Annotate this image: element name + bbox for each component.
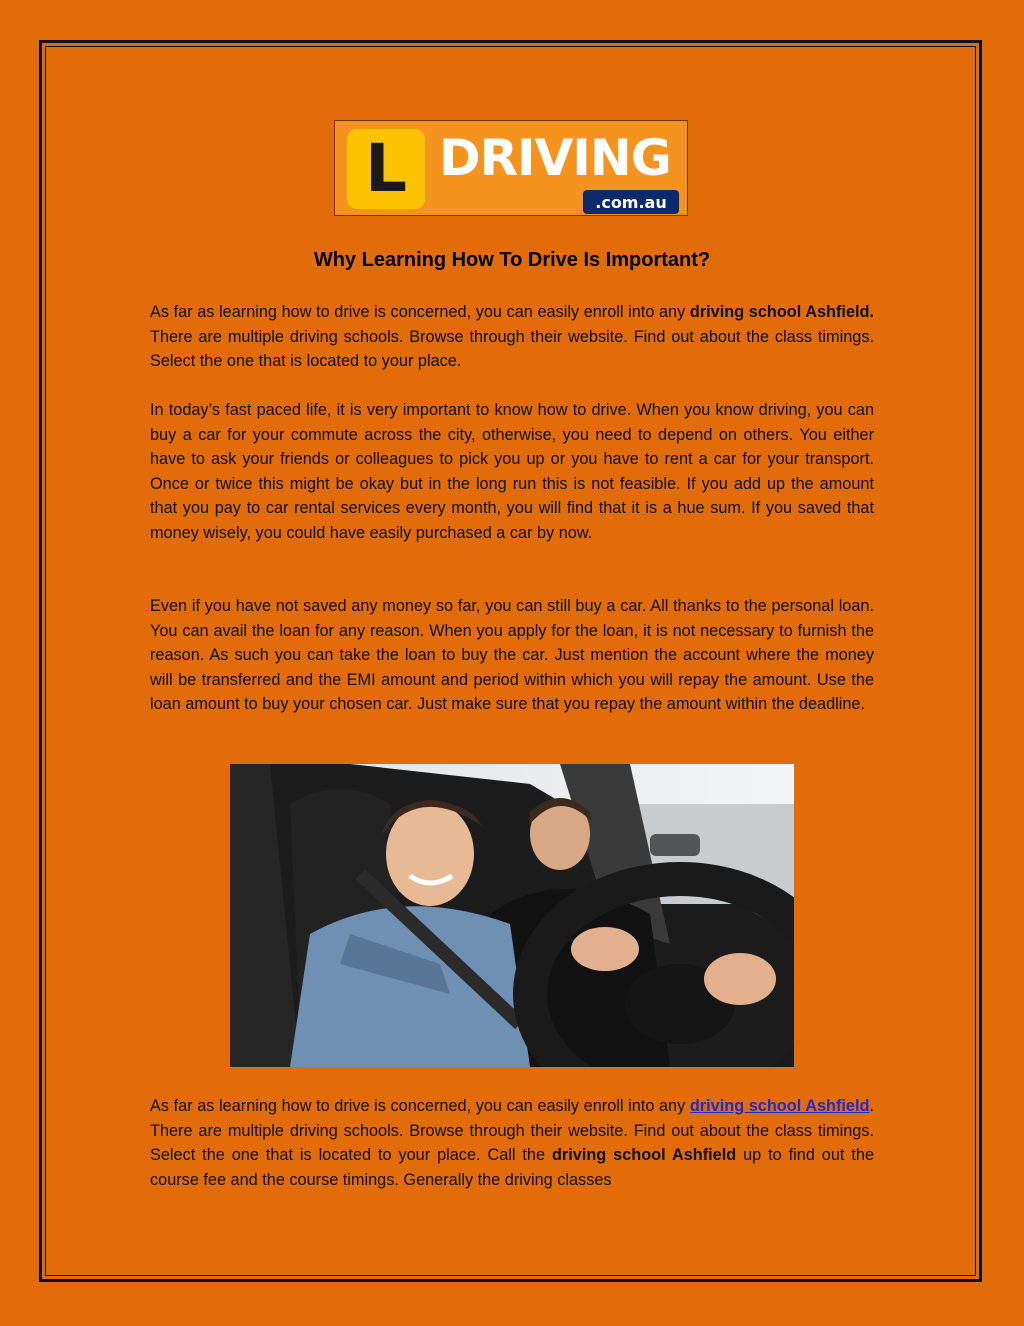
logo-letter: L: [364, 130, 408, 207]
driving-logo: [334, 120, 688, 216]
paragraph-1: As far as learning how to drive is concerned, you can easily enroll into any driving school Ashfield. There are multiple driving schools. Browse through their website. Find out about the class timings. Select the one that is located to your place.: [150, 303, 874, 370]
paragraph-3: Even if you have not saved any money so far, you can still buy a car. All thanks to the personal loan. You can avail the loan for any reason. When you apply for the loan, it is not necessary to furnish the reason. As such you can take the loan to buy the car. Just mention the account where the money will be transferred and the EMI amount and period within which you will repay the amount. Use the loan amount to buy your chosen car. Just make sure that you repay the amount within the deadline.: [150, 597, 874, 713]
logo-domain: .com.au: [583, 190, 679, 214]
learner-plate-icon: [347, 129, 425, 209]
driving-school-link[interactable]: driving school Ashfield: [689, 1097, 870, 1115]
logo-word: DRIVING: [439, 129, 671, 187]
article-title: Why Learning How To Drive Is Important?: [313, 249, 711, 271]
paragraph-2: In today’s fast paced life, it is very important to know how to drive. When you know driving, you can buy a car for your commute across the city, otherwise, you need to depend on others. You either have to ask your friends or colleagues to pick you up or you have to rent a car for your transport. Once or twice this might be okay but in the long run this is not feasible. If you add up the amount that you pay to car rental services every month, you will find that it is a hue sum. If you saved that money wisely, you could have easily purchased a car by now.: [150, 401, 874, 542]
keyword-bold: driving school Ashfield.: [689, 303, 874, 321]
keyword-bold-2: driving school Ashfield: [551, 1146, 737, 1164]
paragraph-4: As far as learning how to drive is concerned, you can easily enroll into any driving school Ashfield. There are multiple driving schools. Browse through their website. Find out about the class timings. Select the one that is located to your place. Call the driving school Ashfield up to find out the course fee and the course timings. Generally the driving classes: [150, 1097, 874, 1189]
driving-lesson-photo: [230, 764, 794, 1067]
